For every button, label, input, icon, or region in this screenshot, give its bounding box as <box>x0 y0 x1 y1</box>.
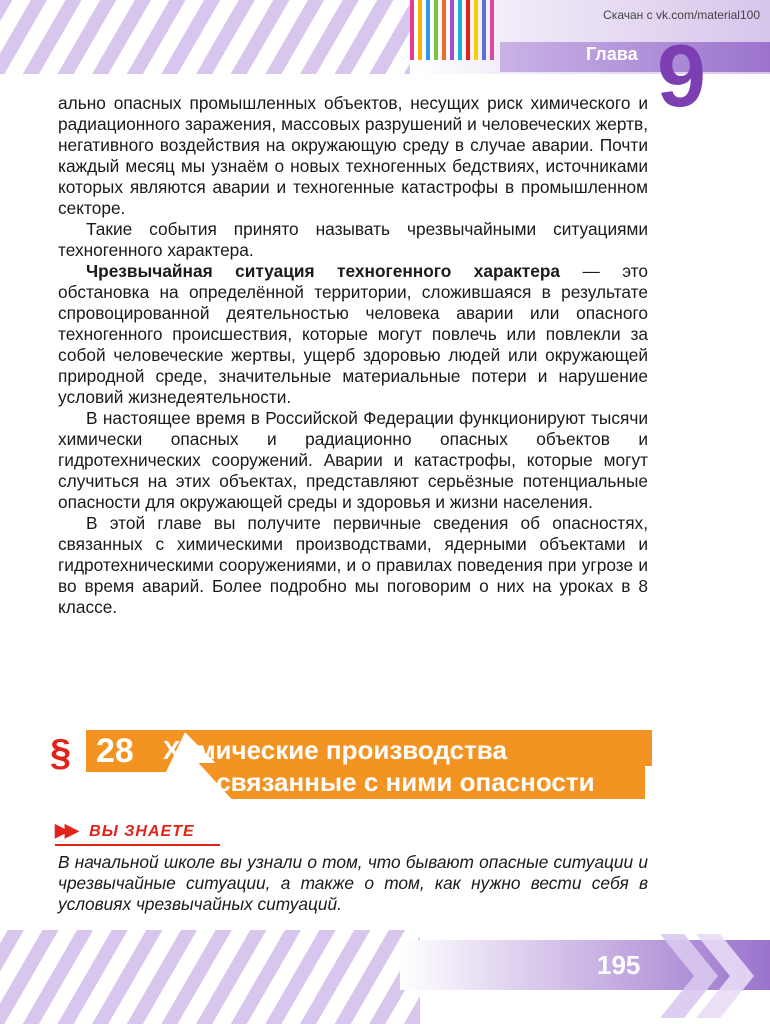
color-stripe <box>450 0 454 60</box>
section-title <box>163 734 643 798</box>
section-heading <box>50 730 650 802</box>
color-stripe <box>418 0 422 60</box>
paragraph: ально опасных промышленных объектов, несущих риск химического и радиационного заражения, массовых разрушений и человеческих жертв, негативного воздействия на окружающую среду в случае аварии. Почти каждый месяц мы узнаём о новых техногенных бедствиях, источниками которых являются аварии и техногенные катастрофы в промышленном секторе. <box>58 93 648 218</box>
next-page-arrows-icon <box>660 928 760 1024</box>
section-number: 28 <box>96 732 134 770</box>
definition-text: — это обстановка на определённой территории, сложившаяся в результате спровоцированной деятельностью человека аварии или опасного техногенного происшествия, которые могут повлечь или повлекли за собой человеческие жертвы, ущерб здоровью людей или окружающей природной среде, значительные материальные потери и нарушение условий жизнедеятельности. <box>58 261 648 407</box>
color-stripe <box>474 0 478 60</box>
top-decorative-stripes <box>0 0 420 74</box>
color-stripe <box>490 0 494 60</box>
section-title-line: и связанные с ними опасности <box>193 767 595 797</box>
you-know-header <box>55 820 195 841</box>
section-sign: § <box>50 732 72 774</box>
definition-paragraph <box>58 261 648 408</box>
color-stripe <box>410 0 414 60</box>
you-know-label: ВЫ ЗНАЕТЕ <box>89 823 195 840</box>
body-text <box>58 93 648 618</box>
color-stripe <box>482 0 486 60</box>
color-stripe <box>442 0 446 60</box>
paragraph: В настоящее время в Российской Федерации функционируют тысячи химически опасных и радиационно опасных объектов и гидротехнических сооружений. Аварии и катастрофы, которые могут случиться на этих объектах, представляют серьёзные потенциальные опасности для окружающей среды и здоровья и жизни населения. <box>58 408 648 512</box>
bottom-decorative-stripes <box>0 930 420 1024</box>
definition-term: Чрезвычайная ситуация техногенного характера <box>86 261 561 281</box>
underline <box>55 844 220 846</box>
you-know-text: В начальной школе вы узнали о том, что бывают опасные ситуации и чрезвычайные ситуации, а также о том, как нужно вести себя в условиях чрезвычайных ситуаций. <box>58 852 648 914</box>
page-number: 195 <box>597 950 641 980</box>
color-stripe <box>434 0 438 60</box>
paragraph: Такие события принято называть чрезвычайными ситуациями техногенного характера. <box>58 219 648 260</box>
double-arrow-icon: ▶▶ <box>55 820 75 840</box>
color-stripe <box>458 0 462 60</box>
download-note: Скачан с vk.com/material100 <box>603 8 760 22</box>
chapter-number: 9 <box>657 26 706 125</box>
color-stripe <box>466 0 470 60</box>
section-title-line: Химические производства <box>163 735 507 765</box>
color-stripe <box>426 0 430 60</box>
paragraph: В этой главе вы получите первичные сведения об опасностях, связанных с химическими производствами, ядерными объектами и гидротехническими сооружениями, и о правилах поведения при угрозе и во время аварий. Более подробно мы поговорим о них на уроках в 8 классе. <box>58 513 648 617</box>
chapter-label: Глава <box>586 44 638 64</box>
color-stripes <box>410 0 494 60</box>
